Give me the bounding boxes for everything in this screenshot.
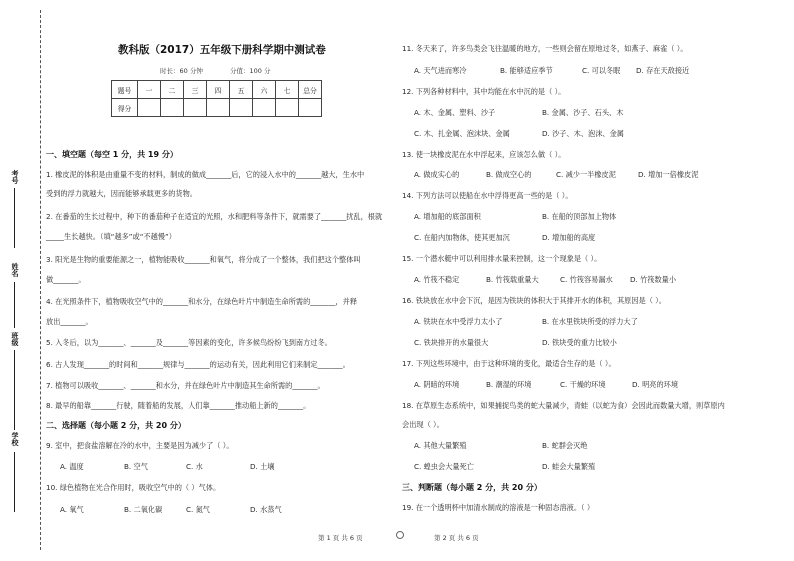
question-18-option-c: C. 蝗虫会大量死亡	[414, 462, 474, 471]
score-cell: 六	[253, 81, 276, 99]
question-2-line2: _____生长越快。（填“越多”或“不越慢”）	[46, 232, 176, 241]
question-13-option-d: D. 增加一倍橡皮泥	[638, 170, 699, 179]
score-cell	[276, 99, 299, 117]
question-6: 6. 古人发现_______的时间和_______规律与_______的运动有关，因此利用它们来制定_______。	[46, 360, 350, 369]
score-cell	[299, 99, 322, 117]
question-9-option-b: B. 空气	[124, 462, 148, 471]
question-11: 11. 冬天来了，许多鸟类会飞往温暖的地方，一些则会留在原地过冬，如燕子、麻雀（ ）。	[402, 44, 688, 53]
page-number-right: 第 2 页 共 6 页	[434, 534, 479, 542]
question-3-line2: 做_______。	[46, 275, 86, 284]
score-cell: 总分	[299, 81, 322, 99]
score-cell	[207, 99, 230, 117]
score-table-header-row	[112, 81, 322, 99]
question-1-line2: 受到的浮力就越大，因而能够承载更多的货物。	[46, 189, 197, 198]
question-15: 15. 一个潜水艇中可以利用排水量来控制，这一个现象是（ ）。	[402, 254, 602, 263]
question-9-option-c: C. 水	[186, 462, 203, 471]
score-cell	[253, 99, 276, 117]
binding-line-class	[14, 350, 15, 430]
exam-total-score: 分值：100 分	[230, 67, 271, 75]
question-19: 19. 在一个透明杯中加清水制成的溶液是一种固态溶液。（ ）	[402, 503, 595, 512]
question-10-option-d: D. 水蒸气	[250, 505, 282, 514]
question-10: 10. 绿色植物在光合作用时，吸收空气中的（ ）气体。	[46, 483, 221, 492]
question-16: 16. 铁块放在水中会下沉，是因为铁块的体积大于其排开水的体积，其原因是（ ）。	[402, 296, 666, 305]
binding-line-name	[14, 282, 15, 328]
question-17-option-b: B. 潮湿的环境	[486, 380, 532, 389]
page-title: 教科版（2017）五年级下册科学期中测试卷	[118, 44, 326, 56]
question-12-option-b: B. 金属、沙子、石头、木	[542, 108, 624, 117]
question-15-option-c: C. 竹筏容易漏水	[560, 275, 613, 284]
question-15-option-d: D. 竹筏数量小	[630, 275, 677, 284]
question-1-line1: 1. 橡皮泥的体积是由重量不变的材料，制成的做成_______后，它的浸入水中的_______越大，生水中	[46, 170, 365, 179]
binding-label-name: 姓名	[11, 263, 19, 277]
question-15-option-b: B. 竹筏载重量大	[486, 275, 539, 284]
question-18-option-d: D. 蛙会大量繁殖	[542, 462, 596, 471]
question-13-option-a: A. 做成实心的	[414, 170, 460, 179]
page-divider-dot-icon	[396, 531, 404, 539]
question-14-option-c: C. 在船内加物体，使其更加沉	[414, 233, 510, 242]
question-2-line1: 2. 在番茄的生长过程中，种下的番茄种子在适宜的光照，水和肥料等条件下，就需要了_______扰乱，根就	[46, 212, 383, 221]
binding-label-school: 学校	[11, 432, 19, 446]
binding-label-class: 班级	[11, 332, 19, 346]
section-multiple-choice-heading: 二、选择题（每小题 2 分，共 20 分）	[46, 421, 186, 430]
question-16-option-d: D. 铁块受的重力比较小	[542, 338, 617, 347]
question-14-option-b: B. 在船的顶部加上物体	[542, 212, 617, 221]
question-13-option-b: B. 做成空心的	[486, 170, 532, 179]
question-16-option-c: C. 铁块排开的水量很大	[414, 338, 489, 347]
question-17-option-d: D. 明亮的环境	[632, 380, 679, 389]
score-table	[111, 80, 322, 117]
question-16-option-b: B. 在水里铁块所受的浮力大了	[542, 317, 638, 326]
question-16-option-a: A. 铁块在水中受浮力太小了	[414, 317, 503, 326]
question-7: 7. 植物可以吸收_______、_______和水分，并在绿色叶片中制造其生命所需的_______。	[46, 381, 325, 390]
question-14-option-a: A. 增加船的底部面积	[414, 212, 481, 221]
question-11-option-a: A. 天气进而寒冷	[414, 66, 467, 75]
score-cell	[184, 99, 207, 117]
question-18-option-a: A. 其他大量繁殖	[414, 441, 467, 450]
question-11-option-c: C. 可以冬眠	[582, 66, 621, 75]
question-14-option-d: D. 增加船的高度	[542, 233, 596, 242]
question-5: 5. 入冬后，以为_______、_______及_______等因素的变化，许多候鸟纷纷飞到南方过冬。	[46, 338, 332, 347]
binding-line-school	[14, 452, 15, 512]
question-10-option-b: B. 二氧化碳	[124, 505, 163, 514]
question-18-line1: 18. 在草原生态系统中，如果捕捉鸟类的蛇大量减少，青蛙（以蛇为食）会因此而数量大增，则草原内	[402, 401, 725, 410]
score-cell	[161, 99, 184, 117]
question-17: 17. 下列这些环境中，由于这种环境的变化，最适合生存的是（ ）。	[402, 359, 616, 368]
question-4-line2: 放出_______。	[46, 317, 93, 326]
score-cell: 五	[230, 81, 253, 99]
question-13-option-c: C. 减少一半橡皮泥	[556, 170, 616, 179]
score-cell: 七	[276, 81, 299, 99]
question-12-option-d: D. 沙子、木、泡沫、金属	[542, 129, 624, 138]
score-cell: 四	[207, 81, 230, 99]
question-4-line1: 4. 在光照条件下，植物吸收空气中的_______和水分，在绿色叶片中制造生命所需的_______，并释	[46, 297, 358, 306]
question-8: 8. 最早的船靠_______行驶，随着船的发展，人们靠_______推动船上新的_______。	[46, 401, 311, 410]
question-11-option-b: B. 能够适应季节	[500, 66, 553, 75]
question-10-option-a: A. 氧气	[60, 505, 84, 514]
binding-line-exam-no	[14, 188, 15, 248]
question-9: 9. 室中，把食盐溶解在冷的水中，主要是因为减少了（ ）。	[46, 441, 234, 450]
score-cell: 题号	[112, 81, 138, 99]
question-17-option-a: A. 阴暗的环境	[414, 380, 460, 389]
score-cell: 二	[161, 81, 184, 99]
question-10-option-c: C. 氮气	[186, 505, 210, 514]
question-13: 13. 使一块橡皮泥在水中浮起来，应该怎么做（ ）。	[402, 150, 566, 159]
question-17-option-c: C. 干燥的环境	[560, 380, 606, 389]
binding-dashed-line	[40, 10, 41, 550]
question-3-line1: 3. 阳光是生物的重要能源之一，植物能吸收_______和氧气，将分成了一个整体，我们把这个整体叫	[46, 255, 361, 264]
score-cell: 三	[184, 81, 207, 99]
question-14: 14. 下列方法可以使船在水中浮得更高一些的是（ ）。	[402, 191, 573, 200]
score-cell: 得分	[112, 99, 138, 117]
question-18-line2: 会出现（ ）。	[402, 420, 444, 429]
binding-label-exam-no: 考号	[11, 170, 19, 184]
score-cell	[230, 99, 253, 117]
question-11-option-d: D. 存在天敌接近	[636, 66, 690, 75]
question-9-option-d: D. 土壤	[250, 462, 275, 471]
question-9-option-a: A. 温度	[60, 462, 84, 471]
score-cell: 一	[138, 81, 161, 99]
question-12: 12. 下列各种材料中，其中均能在水中沉的是（ ）。	[402, 87, 566, 96]
section-fill-in-blank-heading: 一、填空题（每空 1 分，共 19 分）	[46, 150, 178, 159]
question-12-option-a: A. 木、金属、塑料、沙子	[414, 108, 496, 117]
section-true-false-heading: 三、判断题（每小题 2 分，共 20 分）	[402, 483, 542, 492]
score-table-score-row	[112, 99, 322, 117]
page-number-left: 第 1 页 共 6 页	[318, 534, 363, 542]
question-12-option-c: C. 木、扎金属、泡沫块、金属	[414, 129, 510, 138]
question-18-option-b: B. 蛇群会灭绝	[542, 441, 588, 450]
question-15-option-a: A. 竹筏不稳定	[414, 275, 460, 284]
score-cell	[138, 99, 161, 117]
exam-duration: 时长：60 分钟	[160, 67, 203, 75]
